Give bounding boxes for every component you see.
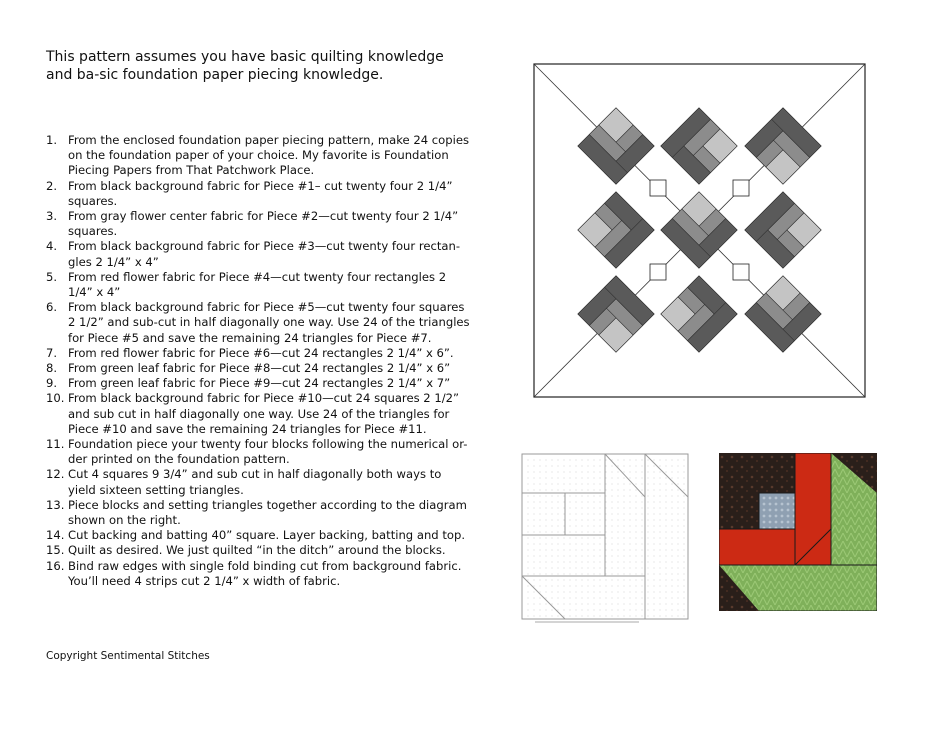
quilt-cornerstone [650, 180, 666, 196]
step-number: 7. [46, 345, 58, 360]
step-number: 10. [46, 391, 65, 406]
instruction-step [46, 300, 471, 346]
foundation-pattern-diagram [521, 453, 689, 623]
step-text: From black background fabric for Piece #3—cut twenty four rectan-gles 2 1/4” x 4” [68, 239, 461, 269]
step-text: From gray flower center fabric for Piece #2—cut twenty four 2 1/4” squares. [68, 209, 459, 239]
instruction-step [46, 391, 471, 437]
step-number: 9. [46, 376, 58, 391]
quilt-cornerstone [650, 264, 666, 280]
instruction-step [46, 543, 471, 558]
instruction-step [46, 209, 471, 239]
finished-block-svg [719, 453, 877, 611]
step-number: 3. [46, 209, 58, 224]
step-number: 11. [46, 437, 65, 452]
finished-block-photo [719, 453, 877, 611]
quilt-cornerstone [733, 264, 749, 280]
instruction-step [46, 133, 471, 179]
block-flower-center [759, 493, 795, 529]
quilt-layout-diagram [533, 63, 866, 398]
step-number: 6. [46, 300, 58, 315]
step-number: 1. [46, 133, 58, 147]
quilt-layout-svg [533, 63, 866, 398]
instruction-step [46, 528, 471, 543]
step-text: Foundation piece your twenty four blocks following the numerical or-der printed on the foundation pattern. [68, 437, 468, 467]
instruction-step [46, 179, 471, 209]
step-text: Cut 4 squares 9 3/4” and sub cut in half diagonally both ways to yield sixteen setting triangles. [68, 467, 442, 497]
quilt-cornerstone [733, 180, 749, 196]
step-text: Piece blocks and setting triangles together according to the diagram shown on the right. [68, 497, 467, 528]
instruction-step [46, 498, 471, 528]
step-text: Cut backing and batting 40” square. Layer backing, batting and top. [68, 528, 466, 543]
step-text: From red flower fabric for Piece #6—cut 24 rectangles 2 1/4” x 6”. [68, 345, 454, 360]
step-number: 2. [46, 178, 58, 193]
step-text: Bind raw edges with single fold binding cut from background fabric. You’ll need 4 strips cut 2 1/4” x width of fabric. [68, 558, 462, 588]
step-text: From the enclosed foundation paper piecing pattern, make 24 copies on the foundation paper of your choice. My favorite is Foundation Piecing Papers from That Patchwork Place. [68, 133, 469, 178]
step-number: 13. [46, 497, 65, 512]
step-text: From green leaf fabric for Piece #8—cut 24 rectangles 2 1/4” x 6” [68, 361, 451, 376]
instruction-step [46, 239, 471, 269]
instruction-step [46, 467, 471, 497]
instruction-step [46, 437, 471, 467]
quilt-blocks-group [578, 108, 821, 352]
instruction-step [46, 270, 471, 300]
step-text: From black background fabric for Piece #10—cut 24 squares 2 1/2” and sub cut in half diagonally one way. Use 24 of the triangles for Piece #10 and save the remaining 24 triangles for Piece #11. [68, 391, 460, 436]
step-text: Quilt as desired. We just quilted “in the ditch” around the blocks. [68, 543, 446, 558]
instruction-step [46, 559, 471, 589]
instruction-step [46, 376, 471, 391]
step-number: 12. [46, 467, 65, 482]
step-number: 16. [46, 558, 65, 573]
instruction-step [46, 346, 471, 361]
step-number: 5. [46, 269, 58, 284]
step-number: 14. [46, 528, 65, 543]
instruction-step [46, 361, 471, 376]
step-number: 15. [46, 543, 65, 558]
step-number: 8. [46, 361, 58, 376]
block-red-petal [719, 529, 795, 565]
copyright-text: Copyright Sentimental Stitches [46, 650, 210, 662]
step-text: From black background fabric for Piece #1– cut twenty four 2 1/4” squares. [68, 178, 453, 208]
step-text: From black background fabric for Piece #5—cut twenty four squares 2 1/2” and sub-cut in half diagonally one way. Use 24 of the triangles for Piece #5 and save the remaining 24 triangles for Piece #7. [68, 300, 470, 345]
instructions-list [46, 133, 471, 589]
step-text: From green leaf fabric for Piece #9—cut 24 rectangles 2 1/4” x 7” [68, 376, 451, 391]
intro-paragraph: This pattern assumes you have basic quilting knowledge and ba-sic foundation paper piecing knowledge. [46, 49, 444, 83]
foundation-pattern-svg [521, 453, 689, 623]
step-number: 4. [46, 239, 58, 254]
step-text: From red flower fabric for Piece #4—cut twenty four rectangles 2 1/4” x 4” [68, 269, 447, 300]
